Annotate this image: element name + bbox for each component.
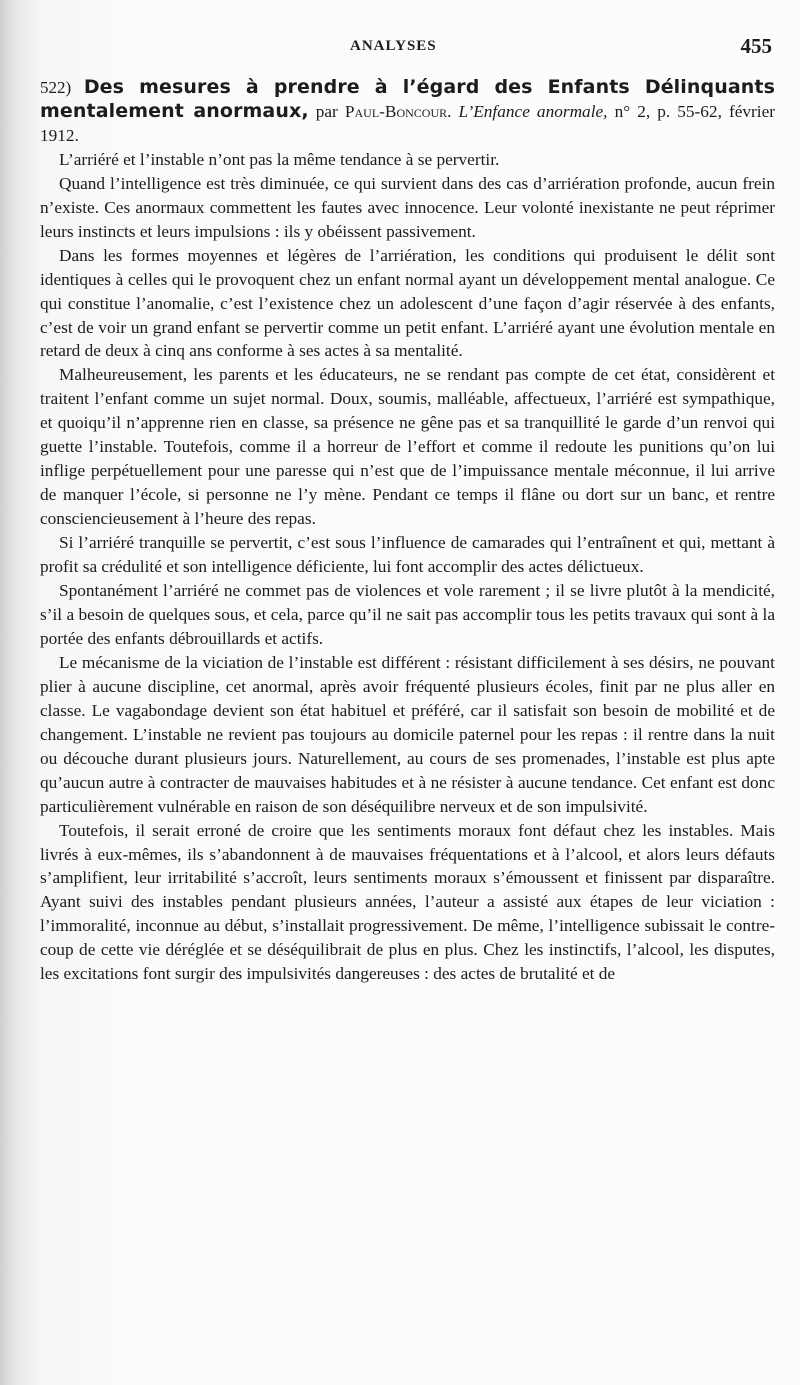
paragraph-1: L’arriéré et l’instable n’ont pas la même tendance à se pervertir. [59, 149, 500, 169]
article-body [40, 76, 775, 986]
paragraph-4: Malheureusement, les parents et les éducateurs, ne se rendant pas compte de cet état, considèrent et traitent l’enfant comme un sujet normal. Doux, soumis, malléable, affectueux, l’arriéré est sympathique, et quoiqu’il n’apprenne rien en classe, sa présence ne gêne pas et sa tranquillité le garde d’un renvoi qui guette l’instable. Toutefois, comme il a horreur de l’effort et comme il redoute les punitions qu’on lui inflige perpétuellement pour une paresse qui n’est que de l’impuissance mentale méconnue, il lui arrive de manquer l’école, si personne ne l’y mène. Pendant ce temps il flâne ou dort sur un banc, et rentre consciencieusement à l’heure des repas. [40, 365, 775, 529]
paragraph-6: Spontanément l’arriéré ne commet pas de violences et vole rarement ; il se livre plutôt à la mendicité, s’il a besoin de quelques sous, et cela, parce qu’il ne sait pas accomplir tous les petits travaux qui sont à la portée des enfants débrouillards et actifs. [40, 581, 775, 648]
paragraph-2: Quand l’intelligence est très diminuée, ce qui survient dans des cas d’arriération profonde, aucun frein n’existe. Ces anormaux commettent les fautes avec innocence. Leur volonté inexistante ne peut réprimer leurs instincts et leurs impulsions : ils y obéissent passivement. [40, 173, 775, 241]
entry-title: Des mesures à prendre à l’égard des Enfants Délinquants mentalement anormaux, [40, 76, 776, 122]
entry-journal: L’Enfance anormale, [458, 101, 608, 121]
entry-number: 522) [40, 78, 72, 97]
paragraph-7: Le mécanisme de la viciation de l’instable est différent : résistant difficilement à ses désirs, ne pouvant plier à aucune discipline, cet anormal, après avoir fréquenté plusieurs écoles, finit par ne plus aller en classe. Le vagabondage devient son état habituel et préféré, car il satisfait son besoin de mobilité et de changement. L’instable ne revient pas toujours au domicile paternel pour les repas : il rentre dans la nuit ou découche durant plusieurs jours. Naturellement, au cours de ses promenades, l’instable est plus apte qu’aucun autre à contracter de mauvaises habitudes et à ne résister à aucune tendance. Cet enfant est donc particulièrement vulnérable en raison de son déséquilibre nerveux et de son impulsivité. [40, 652, 775, 816]
paragraph-8: Toutefois, il serait erroné de croire que les sentiments moraux font défaut chez les instables. Mais livrés à eux-mêmes, ils s’abandonnent à de mauvaises fréquentations et à l’alcool, et alors leurs défauts s’amplifient, leur irritabilité s’accroît, leurs sentiments moraux s’émoussent et finissent par disparaître. Ayant suivi des instables pendant plusieurs années, l’auteur a assisté aux étapes de leur viciation : l’immoralité, inconnue au début, s’installait progressivement. De même, l’intelligence subissait le contre-coup de cette vie déréglée et se déséquilibrait de plus en plus. Chez les instinctifs, l’alcool, les disputes, les excitations font surgir des impulsivités dangereuses : des actes de brutalité et de [40, 820, 775, 984]
entry-heading [40, 76, 775, 148]
entry-author: Paul-Boncour. [344, 101, 452, 121]
header-title: ANALYSES [350, 38, 437, 54]
running-head [60, 30, 772, 60]
page-number: 455 [740, 34, 772, 58]
entry-details: n° 2, p. 55-62, février 1912. [40, 101, 775, 145]
paragraph-5: Si l’arriéré tranquille se pervertit, c’est sous l’influence de camarades qui l’entraînent et qui, mettant à profit sa crédulité et son intelligence déficiente, lui font accomplir des actes délictueux. [40, 533, 775, 577]
paragraph-3: Dans les formes moyennes et légères de l’arriération, les conditions qui produisent le délit sont identiques à celles qui le provoquent chez un enfant normal ayant un développement mental analogue. Ce qui constitue l’anomalie, c’est l’existence chez un adolescent d’une façon d’agir réservée à des enfants, c’est de voir un grand enfant se pervertir comme un petit enfant. L’arriéré ayant une évolution mentale en retard de deux à cinq ans conforme à ses actes à sa mentalité. [40, 245, 775, 361]
entry-by: par [315, 101, 338, 121]
